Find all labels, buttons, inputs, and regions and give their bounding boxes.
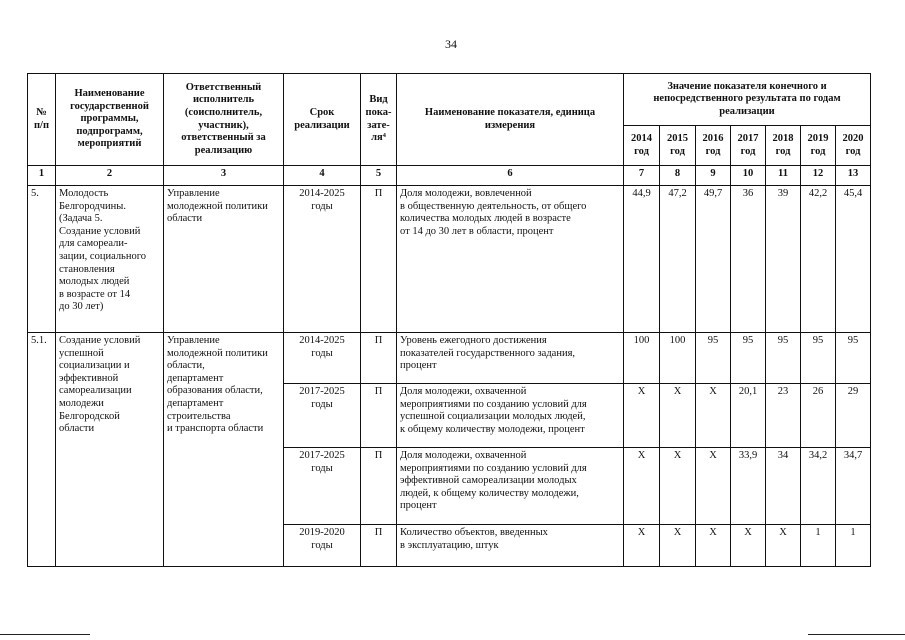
program-name: Молодость Белгородчины. (Задача 5. Создание условий для самореали- зации, социального становления молодых людей в возрасте от 14 до 30 лет) [56,186,164,333]
value-cell: Х [696,384,731,448]
value-cell: Х [624,525,660,567]
value-cell: 95 [766,333,801,384]
value-cell: 26 [801,384,836,448]
indicators-table [27,73,871,567]
value-cell: 44,9 [624,186,660,333]
value-cell: 39 [766,186,801,333]
column-number: 10 [731,166,766,186]
column-numbers-row [28,166,871,186]
column-number: 6 [397,166,624,186]
period: 2017-2025 годы [284,384,361,448]
value-cell: 45,4 [836,186,871,333]
header-year: 2017 год [731,126,766,166]
header-year: 2015 год [660,126,696,166]
column-number: 13 [836,166,871,186]
value-cell: 29 [836,384,871,448]
value-cell: 33,9 [731,448,766,525]
indicator-type: П [361,333,397,384]
header-executor: Ответственный исполнитель (соисполнитель, участник), ответственный за реализацию [164,74,284,166]
table-row-5 [28,186,871,333]
value-cell: Х [660,525,696,567]
indicator-type: П [361,448,397,525]
row-number: 5. [28,186,56,333]
column-number: 9 [696,166,731,186]
column-number: 11 [766,166,801,186]
bottom-rule-left [0,634,90,635]
column-number: 4 [284,166,361,186]
header-indicator: Наименование показателя, единица измерения [397,74,624,166]
value-cell: 100 [660,333,696,384]
value-cell: 95 [801,333,836,384]
value-cell: Х [696,448,731,525]
value-cell: 95 [731,333,766,384]
value-cell: 34,7 [836,448,871,525]
period: 2014-2025 годы [284,333,361,384]
header-type: Вид пока-зате-ля⁴ [361,74,397,166]
value-cell: Х [624,448,660,525]
indicator-name: Доля молодежи, охваченной мероприятиями по созданию условий для успешной социализации молодых людей, к общему количеству молодежи, процент [397,384,624,448]
column-number: 1 [28,166,56,186]
indicator-type: П [361,384,397,448]
indicator-name: Доля молодежи, вовлеченной в общественную деятельность, от общего количества молодых людей в возрасте от 14 до 30 лет в области, процент [397,186,624,333]
value-cell: 47,2 [660,186,696,333]
value-cell: 49,7 [696,186,731,333]
value-cell: Х [696,525,731,567]
indicator-type: П [361,186,397,333]
value-cell: 95 [836,333,871,384]
value-cell: 1 [836,525,871,567]
value-cell: 1 [801,525,836,567]
value-cell: 34 [766,448,801,525]
period: 2019-2020 годы [284,525,361,567]
executor: Управление молодежной политики области, департамент образования области, департамент строительства и транспорта области [164,333,284,567]
indicator-type: П [361,525,397,567]
header-year: 2019 год [801,126,836,166]
header-year: 2018 год [766,126,801,166]
header-year: 2020 год [836,126,871,166]
value-cell: 42,2 [801,186,836,333]
column-number: 7 [624,166,660,186]
value-cell: Х [660,448,696,525]
value-cell: 23 [766,384,801,448]
indicator-name: Уровень ежегодного достижения показателей государственного задания, процент [397,333,624,384]
header-year: 2016 год [696,126,731,166]
column-number: 2 [56,166,164,186]
period: 2017-2025 годы [284,448,361,525]
program-name: Создание условий успешной социализации и эффективной самореализации молодежи Белгородской области [56,333,164,567]
period: 2014-2025 годы [284,186,361,333]
value-cell: 100 [624,333,660,384]
header-values-group: Значение показателя конечного и непосредственного результата по годам реализации [624,74,871,126]
page-number: 34 [445,37,457,51]
column-number: 12 [801,166,836,186]
value-cell: 20,1 [731,384,766,448]
indicator-name: Доля молодежи, охваченной мероприятиями по созданию условий для эффективной самореализации молодых людей, к общему количеству молодежи, процент [397,448,624,525]
row-number: 5.1. [28,333,56,567]
value-cell: Х [766,525,801,567]
value-cell: Х [660,384,696,448]
value-cell: Х [624,384,660,448]
value-cell: 34,2 [801,448,836,525]
value-cell: 36 [731,186,766,333]
header-year: 2014 год [624,126,660,166]
value-cell: 95 [696,333,731,384]
column-number: 5 [361,166,397,186]
header-num: № п/п [28,74,56,166]
indicator-name: Количество объектов, введенных в эксплуатацию, штук [397,525,624,567]
column-number: 3 [164,166,284,186]
header-row-1 [28,74,871,126]
column-number: 8 [660,166,696,186]
value-cell: Х [731,525,766,567]
bottom-rule-right [808,634,905,635]
table-row-5-1 [28,333,871,384]
executor: Управление молодежной политики области [164,186,284,333]
header-program: Наименование государственной программы, подпрограмм, мероприятий [56,74,164,166]
header-period: Срок реализации [284,74,361,166]
